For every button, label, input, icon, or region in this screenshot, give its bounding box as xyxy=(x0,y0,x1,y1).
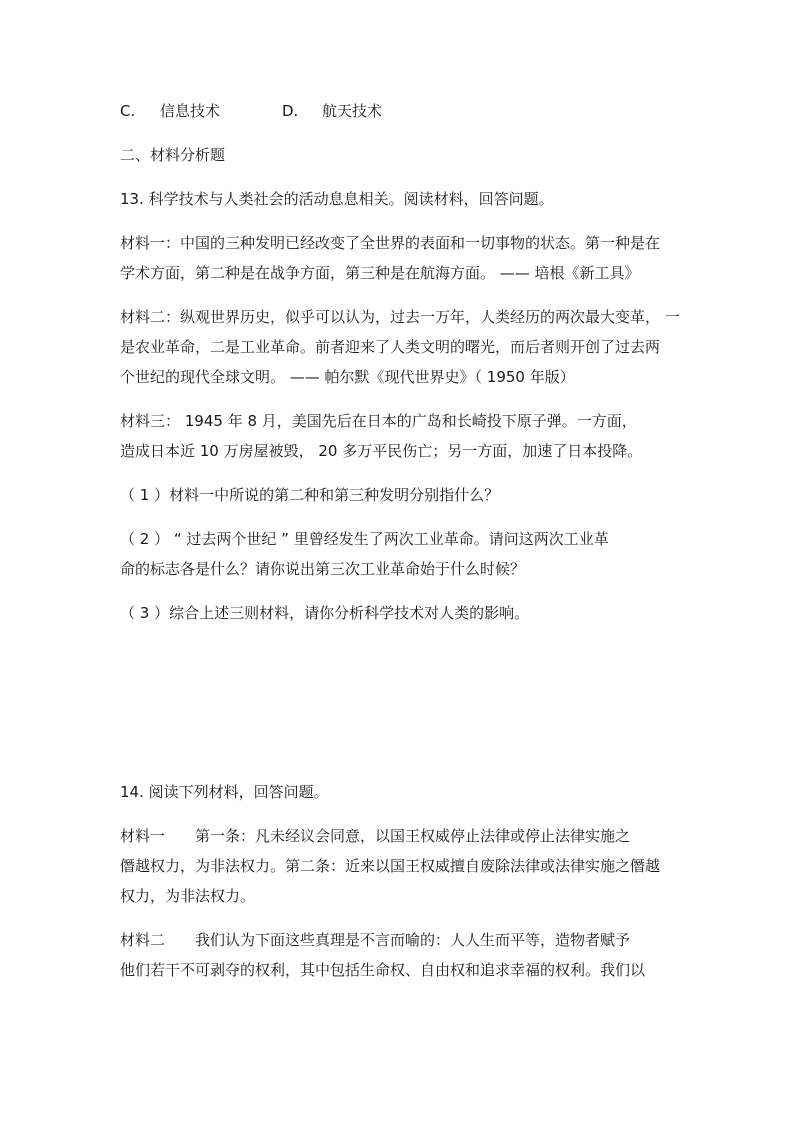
q13-material3-line2: 造成日本近 10 万房屋被毁， 20 多万平民伤亡；另一方面，加速了日本投降。 xyxy=(120,442,643,460)
q13-subquestion-3: （ 3 ）综合上述三则材料，请你分析科学技术对人类的影响。 xyxy=(120,604,530,622)
section-title: 二、材料分析题 xyxy=(120,146,226,164)
option-c-text: 信息技术 xyxy=(160,102,221,120)
option-c-letter: C. xyxy=(120,102,136,120)
q13-stem: 13. 科学技术与人类社会的活动息息相关。阅读材料，回答问题。 xyxy=(120,190,554,208)
q14-material2-line1: 材料二 我们认为下面这些真理是不言而喻的：人人生而平等，造物者赋予 xyxy=(120,931,631,949)
q13-subquestion-2-line1: （ 2 ） “ 过去两个世纪 ” 里曾经发生了两次工业革命。请问这两次工业革 xyxy=(120,530,609,548)
q13-subquestion-1: （ 1 ）材料一中所说的第二种和第三种发明分别指什么？ xyxy=(120,486,500,504)
q14-material1-line2: 僭越权力，为非法权力。第二条：近来以国王权威擅自废除法律或法律实施之僭越 xyxy=(120,857,661,875)
q14-material1-line1: 材料一 第一条：凡未经议会同意，以国王权威停止法律或停止法律实施之 xyxy=(120,827,631,845)
q13-material2-line3: 个世纪的现代全球文明。 —— 帕尔默《现代世界史》（ 1950 年版） xyxy=(120,368,575,386)
option-d-letter: D. xyxy=(282,102,299,120)
q14-material1-line3: 权力，为非法权力。 xyxy=(120,887,256,905)
q13-material1-line1: 材料一：中国的三种发明已经改变了全世界的表面和一切事物的状态。第一种是在 xyxy=(120,234,661,252)
q13-material3-line1: 材料三： 1945 年 8 月，美国先后在日本的广岛和长崎投下原子弹。一方面， xyxy=(120,412,637,430)
q14-stem: 14. 阅读下列材料，回答问题。 xyxy=(120,783,329,801)
q14-material2-line2: 他们若干不可剥夺的权利，其中包括生命权、自由权和追求幸福的权利。我们以 xyxy=(120,961,646,979)
q13-material1-line2: 学术方面，第二种是在战争方面，第三种是在航海方面。 —— 培根《新工具》 xyxy=(120,264,640,282)
q13-subquestion-2-line2: 命的标志各是什么？请你说出第三次工业革命始于什么时候？ xyxy=(120,560,526,578)
q13-material2-line1: 材料二：纵观世界历史，似乎可以认为，过去一万年，人类经历的两次最大变革， 一 xyxy=(120,308,680,326)
q13-material2-line2: 是农业革命，二是工业革命。前者迎来了人类文明的曙光，而后者则开创了过去两 xyxy=(120,338,661,356)
option-d-text: 航天技术 xyxy=(322,102,383,120)
